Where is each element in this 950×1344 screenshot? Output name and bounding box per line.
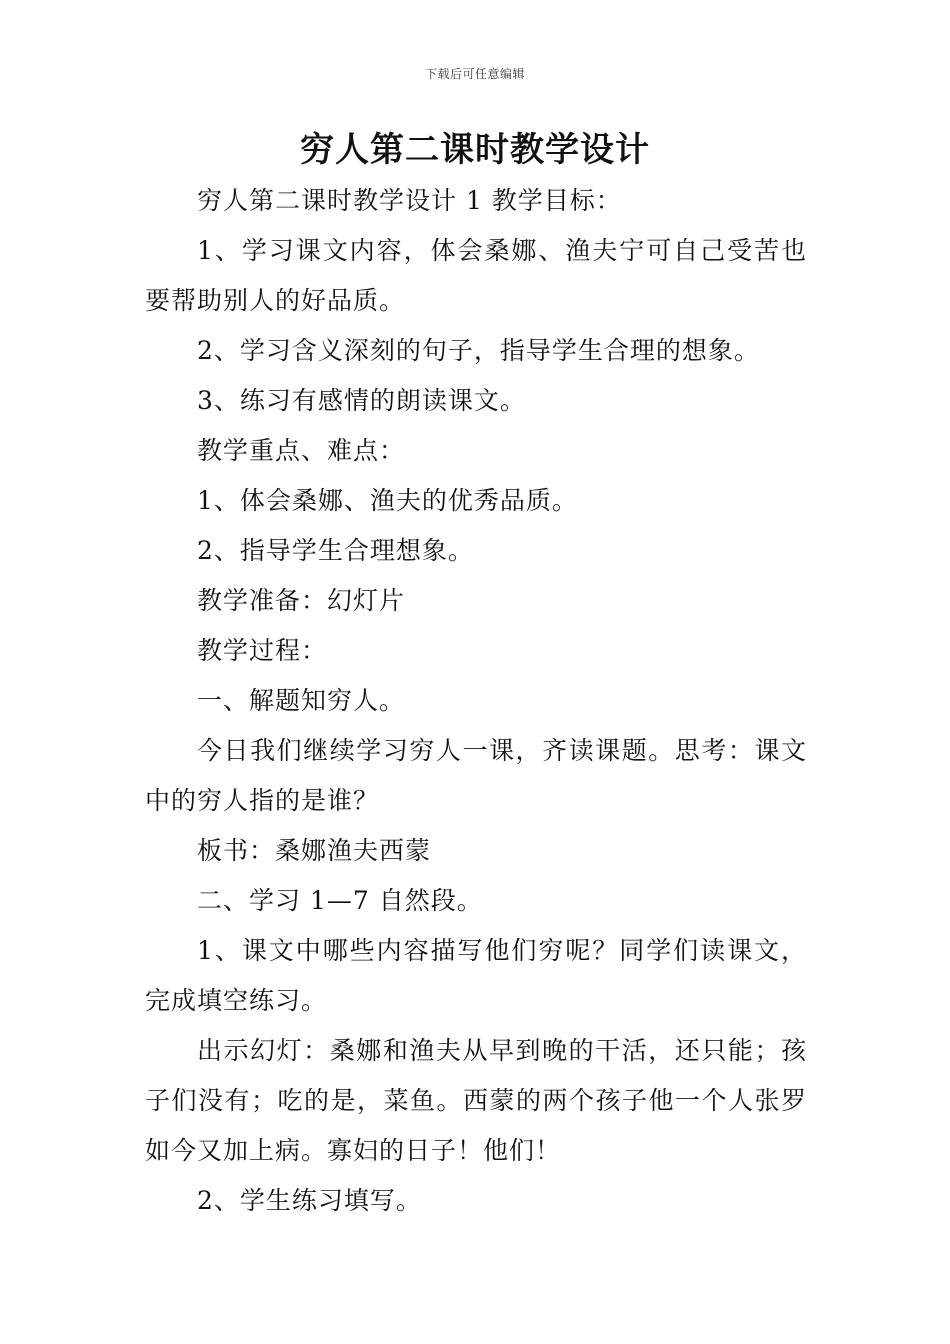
paragraph-blackboard: 板书：桑娜渔夫西蒙 [197, 836, 432, 865]
paragraph-objective-2: 2、学习含义深刻的句子，指导学生合理的想象。 [197, 336, 760, 365]
paragraph-exercise-task: 1、课文中哪些内容描写他们穷呢？同学们读课文，完成填空练习。 [145, 936, 807, 1015]
header-note: 下载后可任意编辑 [424, 67, 525, 81]
paragraph-objective-3: 3、练习有感情的朗读课文。 [197, 386, 526, 415]
paragraph-slide-content: 出示幻灯：桑娜和渔夫从早到晚的干活，还只能；孩子们没有；吃的是，菜鱼。西蒙的两个孩子他一个人张罗如今又加上病。寡妇的日子！他们！ [145, 1036, 807, 1165]
paragraph-section-2-heading: 二、学习 1—7 自然段。 [197, 886, 483, 915]
paragraph-objectives-intro: 穷人第二课时教学设计 1 教学目标： [197, 186, 622, 215]
paragraph-process-heading: 教学过程： [197, 636, 328, 665]
paragraph-key-point-1: 1、体会桑娜、渔夫的优秀品质。 [197, 486, 578, 515]
paragraph-intro-question: 今日我们继续学习穷人一课，齐读课题。思考：课文中的穷人指的是谁？ [145, 736, 807, 815]
document-title: 穷人第二课时教学设计 [300, 130, 650, 170]
paragraph-preparation: 教学准备：幻灯片 [197, 586, 406, 615]
paragraph-student-practice: 2、学生练习填写。 [197, 1186, 422, 1215]
document-body [145, 176, 807, 1226]
paragraph-key-point-2: 2、指导学生合理想象。 [197, 536, 474, 565]
paragraph-section-1-heading: 一、解题知穷人。 [197, 686, 406, 715]
paragraph-objective-1: 1、学习课文内容，体会桑娜、渔夫宁可自己受苦也要帮助别人的好品质。 [145, 236, 807, 315]
paragraph-key-points-heading: 教学重点、难点： [197, 436, 406, 465]
